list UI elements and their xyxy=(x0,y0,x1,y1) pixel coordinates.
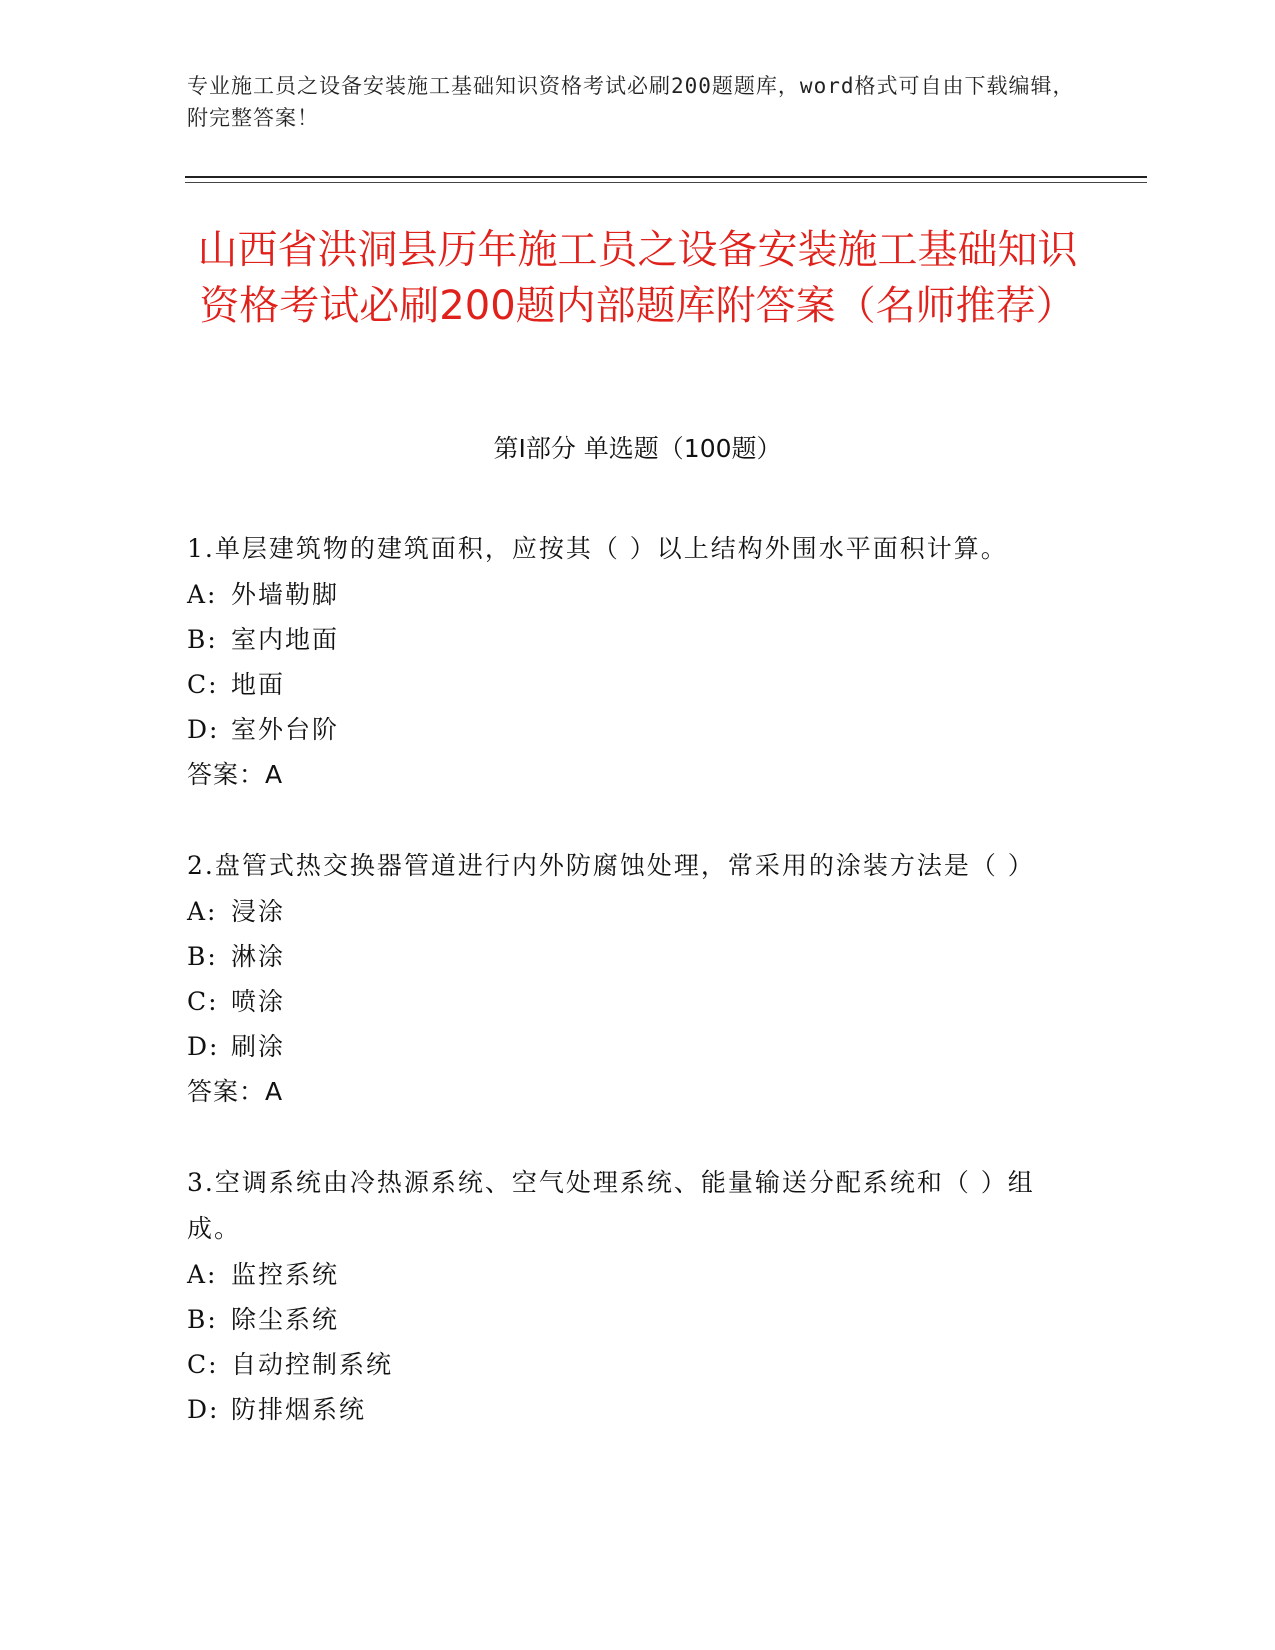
option-text: 淋涂 xyxy=(231,942,286,971)
question-1 xyxy=(187,526,1067,798)
option-letter: A: xyxy=(187,897,218,926)
option-letter: C: xyxy=(187,670,219,699)
option-b xyxy=(187,617,1067,662)
option-text: 除尘系统 xyxy=(231,1305,340,1334)
option-letter: A: xyxy=(187,580,218,609)
option-d xyxy=(187,707,1067,752)
option-c xyxy=(187,1342,1067,1387)
option-letter: D: xyxy=(187,1395,220,1424)
answer-line xyxy=(187,752,1067,798)
option-a xyxy=(187,1252,1067,1297)
answer-label: 答案： xyxy=(187,760,266,789)
option-text: 外墙勒脚 xyxy=(231,580,340,609)
option-d xyxy=(187,1387,1067,1432)
answer-value: A xyxy=(265,760,284,789)
question-list xyxy=(187,526,1067,1477)
option-letter: A: xyxy=(187,1260,218,1289)
question-stem: 3.空调系统由冷热源系统、空气处理系统、能量输送分配系统和（ ）组成。 xyxy=(187,1168,1035,1243)
option-letter: B: xyxy=(187,625,218,654)
option-letter: C: xyxy=(187,1350,219,1379)
option-text: 监控系统 xyxy=(231,1260,340,1289)
header-divider-thin xyxy=(185,182,1147,183)
option-d xyxy=(187,1024,1067,1069)
option-text: 刷涂 xyxy=(231,1032,286,1061)
option-letter: D: xyxy=(187,715,220,744)
question-3 xyxy=(187,1160,1067,1432)
answer-line xyxy=(187,1069,1067,1115)
option-letter: D: xyxy=(187,1032,220,1061)
section-heading: 第Ⅰ部分 单选题（100题） xyxy=(493,434,782,463)
option-c xyxy=(187,662,1067,707)
answer-label: 答案： xyxy=(187,1077,266,1106)
header-note: 专业施工员之设备安装施工基础知识资格考试必刷200题题库，word格式可自由下载编辑，附完整答案！ xyxy=(187,74,1075,130)
option-text: 自动控制系统 xyxy=(231,1350,394,1379)
question-stem: 1.单层建筑物的建筑面积，应按其（ ）以上结构外围水平面积计算。 xyxy=(187,534,1008,563)
option-text: 室外台阶 xyxy=(231,715,340,744)
option-c xyxy=(187,979,1067,1024)
option-text: 浸涂 xyxy=(231,897,286,926)
option-text: 室内地面 xyxy=(231,625,340,654)
option-a xyxy=(187,889,1067,934)
option-b xyxy=(187,934,1067,979)
option-letter: B: xyxy=(187,1305,218,1334)
document-title: 山西省洪洞县历年施工员之设备安装施工基础知识资格考试必刷200题内部题库附答案（名师推荐） xyxy=(197,227,1078,329)
option-b xyxy=(187,1297,1067,1342)
header-divider-thick xyxy=(185,176,1147,178)
option-a xyxy=(187,572,1067,617)
question-2 xyxy=(187,843,1067,1115)
option-letter: B: xyxy=(187,942,218,971)
option-text: 防排烟系统 xyxy=(231,1395,367,1424)
option-letter: C: xyxy=(187,987,219,1016)
option-text: 地面 xyxy=(231,670,286,699)
option-text: 喷涂 xyxy=(231,987,286,1016)
answer-value: A xyxy=(265,1077,284,1106)
question-stem: 2.盘管式热交换器管道进行内外防腐蚀处理，常采用的涂装方法是（ ） xyxy=(187,851,1035,880)
